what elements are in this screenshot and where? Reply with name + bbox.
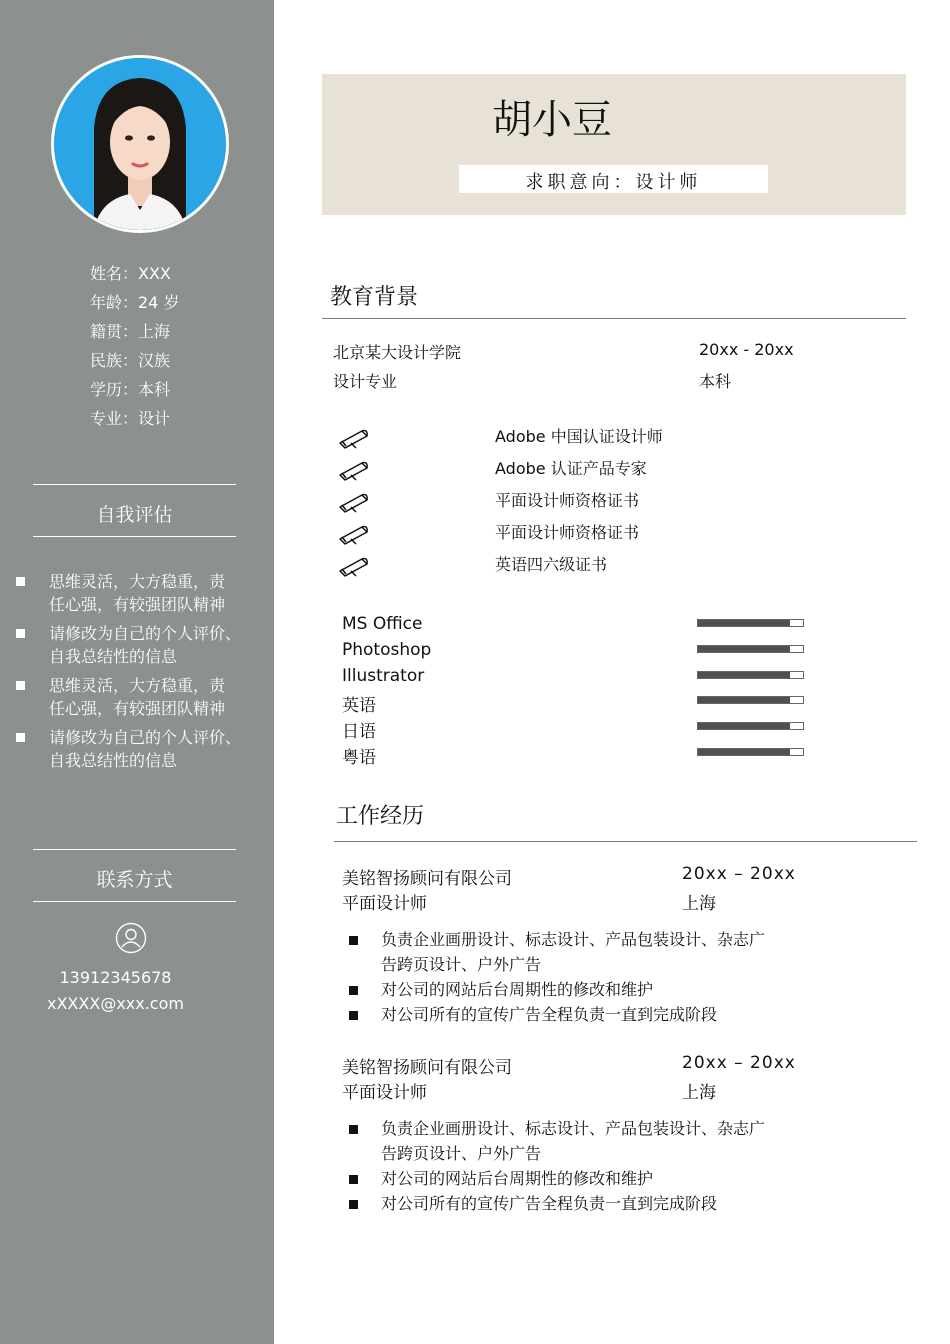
job-duty: 对公司的网站后台周期性的修改和维护: [381, 980, 654, 999]
certificate-name: 平面设计师资格证书: [495, 491, 640, 510]
divider: [33, 484, 236, 485]
diploma-icon: [338, 491, 370, 513]
certificate-name: 平面设计师资格证书: [495, 523, 640, 542]
job-duty: 对公司所有的宣传广告全程负责一直到完成阶段: [381, 1005, 718, 1024]
skill-name: 日语: [342, 722, 376, 743]
contact-email[interactable]: xXXXX@xxx.com: [47, 994, 184, 1013]
contact-phone: 13912345678: [59, 968, 172, 987]
info-name: 姓名：XXX: [90, 264, 171, 283]
user-icon: [115, 922, 147, 954]
bullet-square-icon: [349, 1011, 358, 1020]
job-duty: 对公司的网站后台周期性的修改和维护: [381, 1169, 654, 1188]
diploma-icon: [338, 555, 370, 577]
bullet-square-icon: [16, 629, 25, 638]
bullet-square-icon: [349, 936, 358, 945]
divider: [33, 901, 236, 902]
skill-level-fill: [698, 620, 790, 626]
info-education: 学历：本科: [90, 380, 171, 399]
job-duty: 负责企业画册设计、标志设计、产品包装设计、杂志广 告跨页设计、户外广告: [381, 930, 766, 974]
self-eval-item: 思维灵活，大方稳重，责 任心强，有较强团队精神: [16, 674, 256, 720]
certificate-name: 英语四六级证书: [495, 555, 608, 574]
skill-name: 粤语: [342, 748, 376, 768]
self-eval-item: 思维灵活，大方稳重，责 任心强，有较强团队精神: [16, 570, 256, 616]
skill-level-bar: [697, 671, 804, 679]
job-years: 20xx – 20xx: [682, 864, 796, 884]
self-eval-item: 请修改为自己的个人评价、 自我总结性的信息: [16, 726, 256, 772]
job-intent: 求职意向：设计师: [525, 172, 702, 193]
bullet-square-icon: [16, 577, 25, 586]
skill-name: MS Office: [342, 614, 423, 634]
job-position: 平面设计师: [342, 894, 427, 914]
company-name: 美铭智扬顾问有限公司: [342, 1058, 512, 1078]
skill-level-fill: [698, 672, 790, 678]
skill-name: 英语: [342, 696, 376, 717]
skill-name: Illustrator: [342, 665, 425, 686]
skill-level-fill: [698, 697, 790, 703]
job-duty: 对公司所有的宣传广告全程负责一直到完成阶段: [381, 1194, 718, 1213]
bullet-square-icon: [349, 1175, 358, 1184]
job-location: 上海: [682, 894, 716, 914]
school-name: 北京某大设计学院: [333, 343, 462, 362]
skill-level-fill: [698, 723, 790, 729]
certificate-name: Adobe 认证产品专家: [495, 459, 647, 478]
contact-heading: 联系方式: [96, 869, 173, 891]
bullet-square-icon: [16, 681, 25, 690]
info-age: 年龄：24 岁: [90, 293, 180, 312]
skill-level-bar: [697, 748, 804, 756]
info-major: 专业：设计: [90, 409, 171, 428]
certificate-name: Adobe 中国认证设计师: [495, 427, 663, 446]
self-eval-heading: 自我评估: [96, 504, 173, 526]
skill-level-bar: [697, 722, 804, 730]
diploma-icon: [338, 459, 370, 481]
education-years: 20xx - 20xx: [699, 340, 794, 359]
info-ethnicity: 民族：汉族: [90, 351, 171, 370]
divider: [33, 536, 236, 537]
profile-photo: [51, 55, 229, 233]
education-heading: 教育背景: [330, 285, 419, 310]
degree: 本科: [699, 372, 732, 391]
candidate-name: 胡小豆: [492, 97, 612, 143]
divider: [322, 318, 906, 319]
company-name: 美铭智扬顾问有限公司: [342, 869, 512, 889]
skill-level-bar: [697, 696, 804, 704]
bullet-square-icon: [349, 1200, 358, 1209]
self-eval-item: 请修改为自己的个人评价、 自我总结性的信息: [16, 622, 256, 668]
job-years: 20xx – 20xx: [682, 1053, 796, 1073]
skill-level-bar: [697, 645, 804, 653]
skill-level-fill: [698, 646, 790, 652]
info-hometown: 籍贯：上海: [90, 322, 171, 341]
skill-level-fill: [698, 749, 790, 755]
bullet-square-icon: [349, 1125, 358, 1134]
diploma-icon: [338, 523, 370, 545]
job-position: 平面设计师: [342, 1083, 427, 1103]
bullet-square-icon: [16, 733, 25, 742]
divider: [334, 841, 917, 842]
divider: [33, 849, 236, 850]
skill-level-bar: [697, 619, 804, 627]
work-heading: 工作经历: [336, 804, 425, 829]
bullet-square-icon: [349, 986, 358, 995]
skill-name: Photoshop: [342, 639, 432, 660]
diploma-icon: [338, 427, 370, 449]
job-location: 上海: [682, 1083, 716, 1103]
job-duty: 负责企业画册设计、标志设计、产品包装设计、杂志广 告跨页设计、户外广告: [381, 1119, 766, 1163]
major: 设计专业: [333, 372, 398, 391]
